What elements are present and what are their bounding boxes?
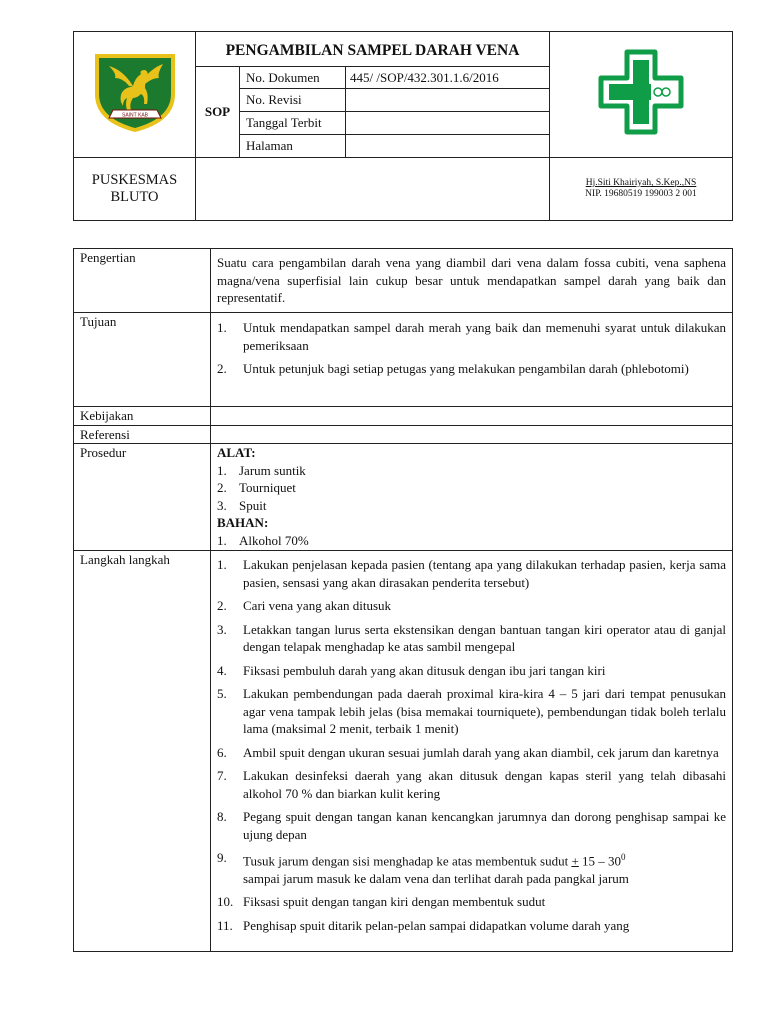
row-prosedur xyxy=(74,444,733,551)
plus-minus-sign: + xyxy=(571,853,579,869)
list-item: 1. Lakukan penjelasan kepada pasien (tentang apa yang dilakukan terhadap pasien, kerja sama pasien, sensasi yang akan dirasakan penderita tersebut) xyxy=(217,557,726,590)
list-item: 2. Untuk petunjuk bagi setiap petugas yang melakukan pengambilan darah (phlebotomi) xyxy=(217,361,689,376)
kebijakan-text xyxy=(211,407,733,426)
header-table xyxy=(73,31,733,221)
alat-list xyxy=(217,462,726,515)
puskesmas-cross-logo xyxy=(595,46,687,138)
sop-content-table xyxy=(73,248,733,952)
bahan-heading: BAHAN: xyxy=(217,515,269,530)
referensi-label: Referensi xyxy=(74,425,211,444)
list-item: 1. Jarum suntik xyxy=(217,462,306,478)
list-item: 8. Pegang spuit dengan tangan kanan kencangkan jarumnya dan dorong penghisap sampai ke ujung depan xyxy=(217,809,726,842)
row-tujuan xyxy=(74,313,733,407)
pengertian-label: Pengertian xyxy=(74,249,211,313)
empty-middle-cell xyxy=(196,158,550,221)
tujuan-label: Tujuan xyxy=(74,313,211,407)
list-item: 9. Tusuk jarum dengan sisi menghadap ke atas membentuk sudut + $15 - 30^0$ sampai jarum masuk ke dalam vena dan terlihat darah pada pangkal jarum xyxy=(217,850,629,886)
list-item: 7. Lakukan desinfeksi daerah yang akan ditusuk dengan kapas steril yang telah dibasahi alkohol 70 % dan biarkan kulit kering xyxy=(217,768,726,801)
langkah-list xyxy=(217,556,726,935)
document-title: PENGAMBILAN SAMPEL DARAH VENA xyxy=(196,32,550,67)
puskesmas-name xyxy=(74,158,196,221)
list-item: 1. Untuk mendapatkan sampel darah merah yang baik dan memenuhi syarat untuk dilakukan pemeriksaan xyxy=(217,320,726,353)
tanggal-terbit-value xyxy=(346,112,550,135)
list-item: 6. Ambil spuit dengan ukuran sesuai jumlah darah yang akan diambil, cek jarum dan karetnya xyxy=(217,744,719,760)
no-dokumen-value: 445/ /SOP/432.301.1.6/2016 xyxy=(346,67,550,89)
no-revisi-label: No. Revisi xyxy=(240,89,346,112)
alat-heading: ALAT: xyxy=(217,445,256,460)
kabupaten-shield-logo xyxy=(89,48,181,136)
list-item: 5. Lakukan pembendungan pada daerah proximal kira-kira 4 – 5 jari dari tempat penusukan agar vena tampak lebih jelas (bisa memakai tourniquete), pembendungan tidak boleh terlalu lama (maksimal 2 menit, terbaik 1 menit) xyxy=(217,686,726,736)
halaman-label: Halaman xyxy=(240,135,346,158)
puskesmas-line-2: BLUTO xyxy=(110,189,159,205)
row-pengertian xyxy=(74,249,733,313)
signer-name: Hj.Siti Khairiyah, S.Kep.,NS xyxy=(585,178,697,188)
halaman-value xyxy=(346,135,550,158)
kebijakan-label: Kebijakan xyxy=(74,407,211,426)
list-item: 10. Fiksasi spuit dengan tangan kiri dengan membentuk sudut xyxy=(217,894,546,910)
signature-block xyxy=(550,158,733,221)
sop-label: SOP xyxy=(196,67,240,158)
list-item: 11. Penghisap spuit ditarik pelan-pelan sampai didapatkan volume darah yang xyxy=(217,917,630,933)
puskesmas-line-1: PUSKESMAS xyxy=(91,172,178,188)
no-revisi-value xyxy=(346,89,550,112)
prosedur-label: Prosedur xyxy=(74,444,211,551)
tujuan-list xyxy=(217,319,726,378)
puskesmas-logo-cell xyxy=(550,32,733,158)
referensi-text xyxy=(211,425,733,444)
pengertian-text: Suatu cara pengambilan darah vena yang diambil dari vena dalam fossa cubiti, vena saphena magna/vena superfisial lain cukup besar untuk mendapatkan sampel darah yang baik dan representatif. xyxy=(217,255,726,305)
row-referensi xyxy=(74,425,733,444)
kabupaten-logo-cell xyxy=(74,32,196,158)
row-kebijakan xyxy=(74,407,733,426)
row-langkah xyxy=(74,551,733,952)
list-item: 3. Letakkan tangan lurus serta ekstensikan dengan bantuan tangan kiri operator atau di ganjal dengan telapak menghadap ke atas sambil mengepal xyxy=(217,621,726,654)
signer-nip: NIP. 19680519 199003 2 001 xyxy=(585,189,697,199)
list-item: 3. Spuit xyxy=(217,497,267,513)
list-item: 2. Cari vena yang akan ditusuk xyxy=(217,598,392,613)
no-dokumen-label: No. Dokumen xyxy=(240,67,346,89)
list-item: 2. Tourniquet xyxy=(217,480,296,495)
tanggal-terbit-label: Tanggal Terbit xyxy=(240,112,346,135)
langkah-label: Langkah langkah xyxy=(74,551,211,952)
list-item: 4. Fiksasi pembuluh darah yang akan ditusuk dengan ibu jari tangan kiri xyxy=(217,662,606,678)
bahan-list xyxy=(217,532,726,550)
list-item: 1. Alkohol 70% xyxy=(217,532,309,548)
logo-banner-text: SAINT KAB xyxy=(121,112,148,119)
